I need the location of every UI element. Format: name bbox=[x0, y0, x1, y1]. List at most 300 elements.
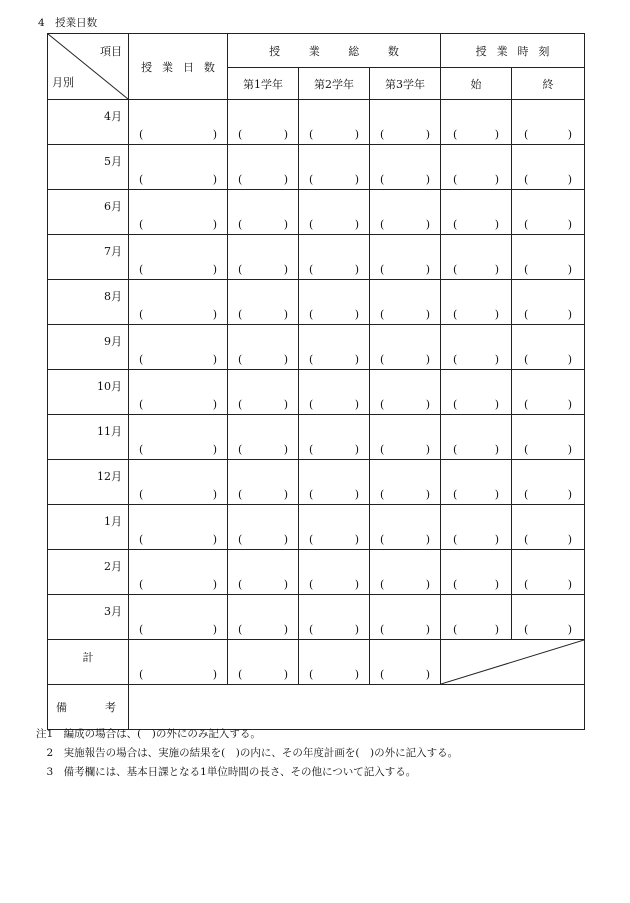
grade1-entry-cell[interactable] bbox=[228, 145, 299, 190]
header-total-hours-label: 授業総数 bbox=[269, 44, 428, 58]
days-entry-cell[interactable] bbox=[129, 235, 228, 280]
remarks-entry-cell[interactable] bbox=[129, 685, 585, 730]
parentheses bbox=[453, 534, 499, 546]
grade2-entry-cell[interactable] bbox=[299, 235, 370, 280]
paren-open: ( bbox=[524, 308, 529, 321]
total-grade3-cell[interactable] bbox=[370, 640, 441, 685]
grade2-entry-cell[interactable] bbox=[299, 550, 370, 595]
paren-close: ) bbox=[425, 488, 431, 501]
start-entry-cell[interactable] bbox=[441, 100, 512, 145]
month-row bbox=[48, 100, 585, 145]
paren-open: ( bbox=[139, 353, 144, 366]
parentheses bbox=[139, 444, 217, 456]
parentheses bbox=[453, 129, 499, 141]
month-row bbox=[48, 280, 585, 325]
grade1-entry-cell[interactable] bbox=[228, 190, 299, 235]
total-row bbox=[48, 640, 585, 685]
month-label-cell bbox=[48, 370, 129, 415]
paren-close: ) bbox=[354, 128, 359, 141]
paren-open: ( bbox=[309, 128, 314, 141]
parentheses bbox=[238, 669, 288, 681]
month-row bbox=[48, 190, 585, 235]
month-row bbox=[48, 235, 585, 280]
end-entry-cell[interactable] bbox=[512, 280, 585, 325]
paren-open: ( bbox=[139, 488, 144, 501]
days-entry-cell[interactable] bbox=[129, 190, 228, 235]
paren-open: ( bbox=[139, 623, 144, 636]
start-entry-cell[interactable] bbox=[441, 325, 512, 370]
paren-close: ) bbox=[212, 578, 217, 591]
paren-close: ) bbox=[425, 353, 431, 366]
grade1-entry-cell[interactable] bbox=[228, 100, 299, 145]
paren-open: ( bbox=[139, 218, 144, 231]
note-1: 注1 編成の場合は、( )の外にのみ記入する。 bbox=[36, 728, 261, 740]
paren-open: ( bbox=[238, 353, 243, 366]
end-entry-cell[interactable] bbox=[512, 190, 585, 235]
parentheses bbox=[380, 219, 430, 231]
month-label-cell bbox=[48, 100, 129, 145]
header-grade3-cell bbox=[370, 68, 441, 100]
grade3-entry-cell[interactable] bbox=[370, 595, 441, 640]
grade3-entry-cell[interactable] bbox=[370, 370, 441, 415]
parentheses bbox=[524, 399, 572, 411]
end-entry-cell[interactable] bbox=[512, 370, 585, 415]
crossed-out-diagonal-line bbox=[441, 640, 584, 684]
parentheses bbox=[453, 444, 499, 456]
month-label-cell bbox=[48, 145, 129, 190]
grade3-entry-cell[interactable] bbox=[370, 280, 441, 325]
parentheses bbox=[139, 129, 217, 141]
end-entry-cell[interactable] bbox=[512, 595, 585, 640]
paren-close: ) bbox=[354, 353, 359, 366]
end-entry-cell[interactable] bbox=[512, 550, 585, 595]
grade2-entry-cell[interactable] bbox=[299, 145, 370, 190]
start-entry-cell[interactable] bbox=[441, 145, 512, 190]
note-3: 3 備考欄には、基本日課となる1単位時間の長さ、その他について記入する。 bbox=[36, 766, 417, 778]
parentheses bbox=[238, 219, 288, 231]
paren-close: ) bbox=[567, 533, 573, 546]
paren-close: ) bbox=[567, 218, 573, 231]
remarks-label-first: 備 bbox=[56, 701, 67, 714]
notes-section bbox=[36, 725, 458, 782]
header-row-1 bbox=[48, 34, 585, 68]
paren-close: ) bbox=[567, 308, 573, 321]
paren-open: ( bbox=[238, 173, 243, 186]
paren-open: ( bbox=[453, 488, 458, 501]
month-label: 11月 bbox=[97, 425, 122, 438]
total-days-cell[interactable] bbox=[129, 640, 228, 685]
month-row bbox=[48, 460, 585, 505]
paren-open: ( bbox=[139, 398, 144, 411]
paren-close: ) bbox=[212, 173, 217, 186]
paren-close: ) bbox=[354, 488, 359, 501]
paren-open: ( bbox=[139, 128, 144, 141]
paren-open: ( bbox=[524, 533, 529, 546]
paren-close: ) bbox=[425, 533, 431, 546]
month-label-cell bbox=[48, 325, 129, 370]
parentheses bbox=[139, 624, 217, 636]
month-label-cell bbox=[48, 190, 129, 235]
parentheses bbox=[524, 489, 572, 501]
grade1-entry-cell[interactable] bbox=[228, 325, 299, 370]
paren-open: ( bbox=[238, 398, 243, 411]
total-label-cell bbox=[48, 640, 129, 685]
paren-close: ) bbox=[283, 398, 288, 411]
grade1-entry-cell[interactable] bbox=[228, 595, 299, 640]
paren-close: ) bbox=[567, 398, 573, 411]
paren-close: ) bbox=[212, 308, 217, 321]
parentheses bbox=[139, 354, 217, 366]
paren-open: ( bbox=[380, 128, 385, 141]
paren-close: ) bbox=[283, 668, 288, 681]
paren-close: ) bbox=[494, 353, 500, 366]
month-row bbox=[48, 145, 585, 190]
paren-open: ( bbox=[453, 398, 458, 411]
paren-close: ) bbox=[212, 443, 217, 456]
grade3-entry-cell[interactable] bbox=[370, 325, 441, 370]
paren-open: ( bbox=[453, 533, 458, 546]
days-entry-cell[interactable] bbox=[129, 145, 228, 190]
paren-open: ( bbox=[238, 218, 243, 231]
end-entry-cell[interactable] bbox=[512, 100, 585, 145]
parentheses bbox=[309, 219, 359, 231]
paren-open: ( bbox=[139, 173, 144, 186]
parentheses bbox=[453, 354, 499, 366]
parentheses bbox=[453, 264, 499, 276]
grade2-entry-cell[interactable] bbox=[299, 595, 370, 640]
end-entry-cell[interactable] bbox=[512, 145, 585, 190]
grade3-entry-cell[interactable] bbox=[370, 100, 441, 145]
paren-open: ( bbox=[380, 263, 385, 276]
grade2-entry-cell[interactable] bbox=[299, 415, 370, 460]
start-entry-cell[interactable] bbox=[441, 460, 512, 505]
grade2-entry-cell[interactable] bbox=[299, 190, 370, 235]
paren-open: ( bbox=[139, 533, 144, 546]
paren-open: ( bbox=[380, 398, 385, 411]
paren-close: ) bbox=[494, 173, 500, 186]
parentheses bbox=[309, 174, 359, 186]
paren-open: ( bbox=[380, 218, 385, 231]
grade2-entry-cell[interactable] bbox=[299, 505, 370, 550]
paren-open: ( bbox=[238, 578, 243, 591]
paren-close: ) bbox=[425, 308, 431, 321]
paren-open: ( bbox=[380, 623, 385, 636]
days-entry-cell[interactable] bbox=[129, 370, 228, 415]
header-month-label: 月別 bbox=[52, 76, 74, 89]
paren-close: ) bbox=[425, 398, 431, 411]
days-entry-cell[interactable] bbox=[129, 505, 228, 550]
month-row bbox=[48, 325, 585, 370]
parentheses bbox=[380, 579, 430, 591]
paren-open: ( bbox=[380, 308, 385, 321]
grade3-entry-cell[interactable] bbox=[370, 505, 441, 550]
parentheses bbox=[453, 624, 499, 636]
paren-open: ( bbox=[309, 623, 314, 636]
month-label: 9月 bbox=[104, 335, 122, 348]
parentheses bbox=[453, 579, 499, 591]
paren-open: ( bbox=[139, 308, 144, 321]
grade1-entry-cell[interactable] bbox=[228, 370, 299, 415]
total-grade2-cell[interactable] bbox=[299, 640, 370, 685]
header-start-cell bbox=[441, 68, 512, 100]
paren-close: ) bbox=[354, 218, 359, 231]
paren-close: ) bbox=[283, 128, 288, 141]
grade3-entry-cell[interactable] bbox=[370, 460, 441, 505]
parentheses bbox=[453, 309, 499, 321]
paren-open: ( bbox=[238, 488, 243, 501]
header-grade3-label: 第3学年 bbox=[385, 77, 426, 91]
paren-close: ) bbox=[494, 578, 500, 591]
total-grade1-cell[interactable] bbox=[228, 640, 299, 685]
paren-open: ( bbox=[309, 443, 314, 456]
month-label-cell bbox=[48, 415, 129, 460]
header-time-label: 授業時刻 bbox=[475, 44, 560, 58]
start-entry-cell[interactable] bbox=[441, 415, 512, 460]
paren-close: ) bbox=[212, 263, 217, 276]
month-label: 7月 bbox=[104, 245, 122, 258]
paren-open: ( bbox=[139, 668, 144, 681]
parentheses bbox=[524, 309, 572, 321]
paren-close: ) bbox=[212, 218, 217, 231]
remarks-row bbox=[48, 685, 585, 730]
paren-open: ( bbox=[453, 218, 458, 231]
paren-close: ) bbox=[567, 488, 573, 501]
end-entry-cell[interactable] bbox=[512, 235, 585, 280]
parentheses bbox=[309, 624, 359, 636]
paren-close: ) bbox=[354, 668, 359, 681]
month-label-cell bbox=[48, 550, 129, 595]
total-time-crossed-cell bbox=[441, 640, 585, 685]
paren-open: ( bbox=[380, 533, 385, 546]
days-entry-cell[interactable] bbox=[129, 325, 228, 370]
grade1-entry-cell[interactable] bbox=[228, 550, 299, 595]
month-label: 10月 bbox=[97, 380, 122, 393]
paren-open: ( bbox=[453, 578, 458, 591]
grade1-entry-cell[interactable] bbox=[228, 280, 299, 325]
paren-open: ( bbox=[309, 488, 314, 501]
paren-open: ( bbox=[380, 488, 385, 501]
parentheses bbox=[139, 399, 217, 411]
paren-close: ) bbox=[212, 668, 217, 681]
paren-open: ( bbox=[524, 218, 529, 231]
parentheses bbox=[524, 129, 572, 141]
end-entry-cell[interactable] bbox=[512, 415, 585, 460]
parentheses bbox=[524, 624, 572, 636]
remarks-label-cell bbox=[48, 685, 129, 730]
parentheses bbox=[139, 489, 217, 501]
month-label-cell bbox=[48, 595, 129, 640]
days-entry-cell[interactable] bbox=[129, 550, 228, 595]
paren-close: ) bbox=[283, 308, 288, 321]
month-label-cell bbox=[48, 235, 129, 280]
header-grade1-cell bbox=[228, 68, 299, 100]
paren-open: ( bbox=[309, 218, 314, 231]
header-end-label: 終 bbox=[542, 77, 554, 91]
paren-close: ) bbox=[283, 218, 288, 231]
paren-open: ( bbox=[139, 263, 144, 276]
parentheses bbox=[238, 444, 288, 456]
parentheses bbox=[380, 444, 430, 456]
start-entry-cell[interactable] bbox=[441, 370, 512, 415]
header-days-cell bbox=[129, 34, 228, 100]
parentheses bbox=[238, 579, 288, 591]
paren-open: ( bbox=[524, 443, 529, 456]
paren-open: ( bbox=[380, 173, 385, 186]
paren-open: ( bbox=[238, 308, 243, 321]
paren-open: ( bbox=[380, 578, 385, 591]
parentheses bbox=[238, 624, 288, 636]
note-2: 2 実施報告の場合は、実施の結果を( )の内に、その年度計画を( )の外に記入する。 bbox=[36, 747, 459, 759]
header-end-cell bbox=[512, 68, 585, 100]
parentheses bbox=[309, 534, 359, 546]
month-label: 5月 bbox=[104, 155, 122, 168]
grade1-entry-cell[interactable] bbox=[228, 460, 299, 505]
header-days-label: 授業日数 bbox=[141, 60, 225, 74]
paren-close: ) bbox=[283, 353, 288, 366]
paren-close: ) bbox=[494, 398, 500, 411]
corner-header-cell bbox=[48, 34, 129, 100]
parentheses bbox=[453, 399, 499, 411]
start-entry-cell[interactable] bbox=[441, 235, 512, 280]
paren-close: ) bbox=[567, 578, 573, 591]
grade3-entry-cell[interactable] bbox=[370, 190, 441, 235]
days-entry-cell[interactable] bbox=[129, 595, 228, 640]
parentheses bbox=[309, 309, 359, 321]
start-entry-cell[interactable] bbox=[441, 190, 512, 235]
grade3-entry-cell[interactable] bbox=[370, 145, 441, 190]
month-row bbox=[48, 550, 585, 595]
paren-open: ( bbox=[238, 623, 243, 636]
paren-open: ( bbox=[524, 263, 529, 276]
month-label: 12月 bbox=[97, 470, 122, 483]
parentheses bbox=[139, 579, 217, 591]
grade2-entry-cell[interactable] bbox=[299, 280, 370, 325]
paren-open: ( bbox=[139, 578, 144, 591]
month-row bbox=[48, 595, 585, 640]
days-entry-cell[interactable] bbox=[129, 415, 228, 460]
parentheses bbox=[524, 354, 572, 366]
paren-close: ) bbox=[425, 173, 431, 186]
paren-open: ( bbox=[380, 443, 385, 456]
paren-open: ( bbox=[453, 308, 458, 321]
paren-open: ( bbox=[453, 173, 458, 186]
paren-close: ) bbox=[354, 308, 359, 321]
paren-open: ( bbox=[309, 578, 314, 591]
month-label-cell bbox=[48, 280, 129, 325]
paren-open: ( bbox=[380, 353, 385, 366]
parentheses bbox=[453, 489, 499, 501]
parentheses bbox=[380, 129, 430, 141]
parentheses bbox=[309, 669, 359, 681]
grade1-entry-cell[interactable] bbox=[228, 415, 299, 460]
end-entry-cell[interactable] bbox=[512, 460, 585, 505]
days-entry-cell[interactable] bbox=[129, 460, 228, 505]
paren-close: ) bbox=[425, 128, 431, 141]
grade2-entry-cell[interactable] bbox=[299, 460, 370, 505]
grade3-entry-cell[interactable] bbox=[370, 235, 441, 280]
month-row bbox=[48, 415, 585, 460]
parentheses bbox=[238, 399, 288, 411]
paren-open: ( bbox=[309, 173, 314, 186]
paren-open: ( bbox=[238, 668, 243, 681]
start-entry-cell[interactable] bbox=[441, 595, 512, 640]
paren-close: ) bbox=[354, 443, 359, 456]
parentheses bbox=[238, 489, 288, 501]
parentheses bbox=[524, 219, 572, 231]
month-label-cell bbox=[48, 505, 129, 550]
paren-close: ) bbox=[212, 398, 217, 411]
paren-close: ) bbox=[283, 533, 288, 546]
paren-close: ) bbox=[212, 488, 217, 501]
parentheses bbox=[238, 309, 288, 321]
header-item-label: 項目 bbox=[100, 45, 122, 58]
parentheses bbox=[453, 174, 499, 186]
paren-open: ( bbox=[238, 263, 243, 276]
paren-open: ( bbox=[238, 443, 243, 456]
parentheses bbox=[380, 534, 430, 546]
parentheses bbox=[238, 534, 288, 546]
paren-close: ) bbox=[212, 623, 217, 636]
paren-open: ( bbox=[309, 668, 314, 681]
grade2-entry-cell[interactable] bbox=[299, 370, 370, 415]
days-entry-cell[interactable] bbox=[129, 100, 228, 145]
header-grade1-label: 第1学年 bbox=[243, 77, 283, 91]
parentheses bbox=[380, 489, 430, 501]
paren-close: ) bbox=[494, 623, 500, 636]
paren-close: ) bbox=[212, 533, 217, 546]
parentheses bbox=[139, 219, 217, 231]
start-entry-cell[interactable] bbox=[441, 550, 512, 595]
parentheses bbox=[139, 669, 217, 681]
month-label: 3月 bbox=[104, 605, 122, 618]
month-label: 8月 bbox=[104, 290, 122, 303]
paren-open: ( bbox=[524, 173, 529, 186]
grade2-entry-cell[interactable] bbox=[299, 100, 370, 145]
total-label: 計 bbox=[82, 651, 94, 664]
grade2-entry-cell[interactable] bbox=[299, 325, 370, 370]
start-entry-cell[interactable] bbox=[441, 505, 512, 550]
header-grade2-cell bbox=[299, 68, 370, 100]
parentheses bbox=[309, 264, 359, 276]
parentheses bbox=[238, 354, 288, 366]
paren-close: ) bbox=[354, 263, 359, 276]
end-entry-cell[interactable] bbox=[512, 325, 585, 370]
grade3-entry-cell[interactable] bbox=[370, 415, 441, 460]
month-label: 2月 bbox=[104, 560, 122, 573]
paren-open: ( bbox=[238, 128, 243, 141]
paren-close: ) bbox=[354, 173, 359, 186]
paren-open: ( bbox=[309, 308, 314, 321]
parentheses bbox=[380, 264, 430, 276]
start-entry-cell[interactable] bbox=[441, 280, 512, 325]
paren-close: ) bbox=[494, 308, 500, 321]
parentheses bbox=[309, 489, 359, 501]
paren-close: ) bbox=[567, 173, 573, 186]
parentheses bbox=[453, 219, 499, 231]
paren-open: ( bbox=[139, 443, 144, 456]
paren-close: ) bbox=[494, 443, 500, 456]
grade1-entry-cell[interactable] bbox=[228, 235, 299, 280]
parentheses bbox=[524, 264, 572, 276]
paren-open: ( bbox=[453, 128, 458, 141]
grade1-entry-cell[interactable] bbox=[228, 505, 299, 550]
end-entry-cell[interactable] bbox=[512, 505, 585, 550]
header-total-hours-cell bbox=[228, 34, 441, 68]
grade3-entry-cell[interactable] bbox=[370, 550, 441, 595]
header-start-label: 始 bbox=[470, 77, 482, 91]
days-entry-cell[interactable] bbox=[129, 280, 228, 325]
parentheses bbox=[309, 444, 359, 456]
